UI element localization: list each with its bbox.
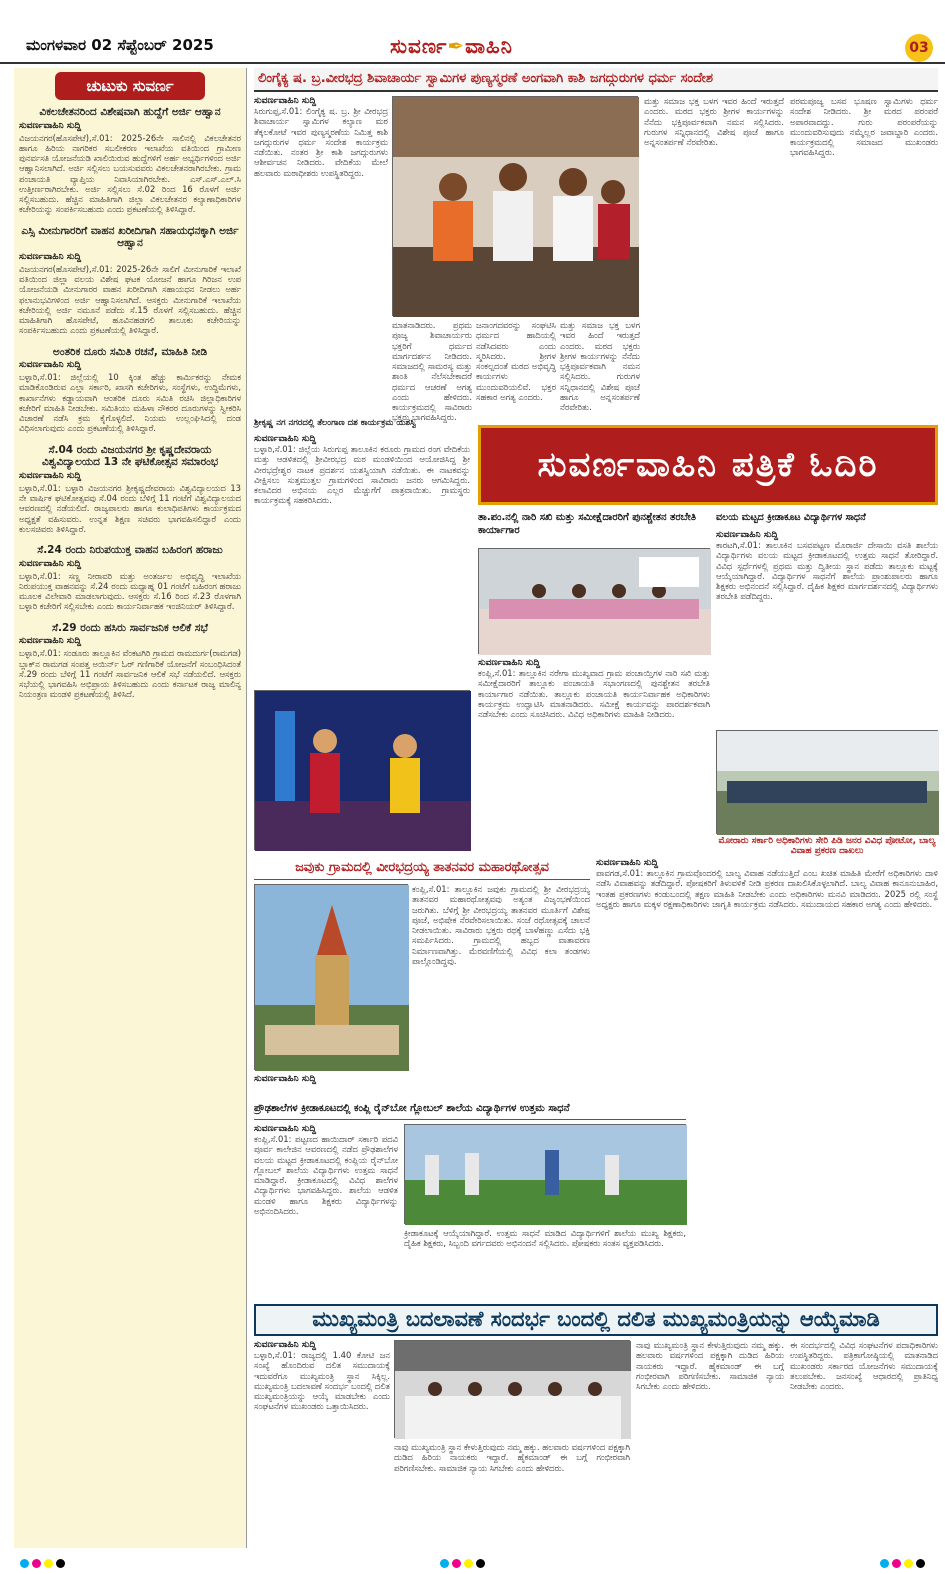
festival-story: [412, 884, 590, 1096]
cm-story-banner: ಮುಖ್ಯಮಂತ್ರಿ ಬದಲಾವಣೆ ಸಂದರ್ಭ ಬಂದಲ್ಲಿ ದಲಿತ ಮುಖ್ಯಮಂತ್ರಿಯನ್ನು ಆಯ್ಕೆಮಾಡಿ: [254, 1304, 938, 1336]
top-story-col1: [254, 96, 388, 412]
cm-story-col1: [254, 1340, 390, 1548]
pen-nib-icon: ✒: [447, 34, 466, 58]
brief-text: ವಿಜಯನಗರ(ಹೊಸಪೇಟೆ),ಸೆ.01: 2025-26ನೇ ಸಾಲಿನಲ್ಲಿ ವಿಕಲಚೇತನರ ಹಾಗೂ ಹಿರಿಯ ನಾಗರಿಕರ ಸಬಲೀಕರಣ ಇಲಾಖೆಯ ವತಿಯಿಂದ ಗ್ರಾಮೀಣ ಪುನರ್ವಸತಿ ಯೋಜನೆಯಡಿ ಖಾಲಿಯಿರುವ ಹುದ್ದೆಗಳಿಗೆ ಅರ್ಹ ಅಭ್ಯರ್ಥಿಗಳಿಂದ ಅರ್ಜಿ ಆಹ್ವಾನಿಸಲಾಗಿದೆ. ಅರ್ಜಿ ಸಲ್ಲಿಸಲು ಬಯಸುವವರು ವಿಕಲಚೇತನರಾಗಿರಬೇಕು. ಗ್ರಾಮ ಪಂಚಾಯತಿ ವ್ಯಾಪ್ತಿಯ ನಿವಾಸಿಯಾಗಿರಬೇಕು. ಎಸ್.ಎಸ್.ಎಲ್.ಸಿ ಉತ್ತೀರ್ಣರಾಗಿರಬೇಕು. ಅರ್ಜಿ ಸಲ್ಲಿಸಲು ಸೆ.02 ರಿಂದ 16 ರೊಳಗೆ ಅರ್ಜಿ ಸಲ್ಲಿಸಬಹುದು. ಹೆಚ್ಚಿನ ಮಾಹಿತಿಗಾಗಿ ಜಿಲ್ಲಾ ವಿಕಲಚೇತನರ ಕಲ್ಯಾಣಾಧಿಕಾರಿಗಳ ಕಚೇರಿಯನ್ನು ಸಂಪರ್ಕಿಸಬಹುದು ಎಂದು ಪ್ರಕಟಣೆಯಲ್ಲಿ ತಿಳಿಸಿದ್ದಾರೆ.: [19, 132, 241, 215]
top-story-col4: [560, 320, 640, 412]
top-story-text: ಸಿರುಗುಪ್ಪ,ಸೆ.01: ಲಿಂಗೈಕ್ಯ ಷ. ಬ್ರ. ಶ್ರೀ ವೀರಭದ್ರ ಶಿವಾಚಾರ್ಯ ಸ್ವಾಮಿಗಳ ಕಲ್ಯಾಣ ಮಠ ತೆಕ್ಕಲಕೋಟೆ ಇವರ ಪುಣ್ಯಸ್ಮರಣೆಯ ನಿಮಿತ್ತ ಕಾಶಿ ಜಗದ್ಗುರುಗಳ ಧರ್ಮ ಸಂದೇಶ ಕಾರ್ಯಕ್ರಮ ನಡೆಯಿತು. ನಂತರ ಶ್ರೀ ಕಾಶಿ ಜಗದ್ಗುರುಗಳು ಆಶೀರ್ವಚನ ನೀಡಿದರು. ವೇದಿಕೆಯ ಮೇಲೆ ಹಲವಾರು ಮಠಾಧೀಶರು ಉಪಸ್ಥಿತರಿದ್ದರು.: [254, 106, 388, 178]
brief-byline: ಸುವರ್ಣವಾಹಿನಿ ಸುದ್ದಿ: [19, 120, 82, 131]
black-mark-icon: [476, 1559, 485, 1568]
school-sports-headline: ಪ್ರೌಢಶಾಲೆಗಳ ಕ್ರೀಡಾಕೂಟದಲ್ಲಿ ಕಂಪ್ಲಿ ರೈನ್‌ಬೋ ಗ್ಲೋಬಲ್ ಶಾಲೆಯ ವಿದ್ಯಾರ್ಥಿಗಳ ಉತ್ತಮ ಸಾಧನೆ: [254, 1103, 570, 1114]
festival-text: ಕಂಪ್ಲಿ,ಸೆ.01: ತಾಲ್ಲೂಕಿನ ಜವುಕು ಗ್ರಾಮದಲ್ಲಿ ಶ್ರೀ ವೀರಭದ್ರಯ್ಯ ತಾತನವರ ಮಹಾರಥೋತ್ಸವವು ಅತ್ಯಂತ ವಿಜೃಂಭಣೆಯಿಂದ ಜರುಗಿತು. ಬೆಳಿಗ್ಗೆ ಶ್ರೀ ವೀರಭದ್ರಯ್ಯ ತಾತನವರ ಮೂರ್ತಿಗೆ ವಿಶೇಷ ಪೂಜೆ, ಅಭಿಷೇಕ ನೆರವೇರಿಸಲಾಯಿತು. ಸಂಜೆ ರಥೋತ್ಸವಕ್ಕೆ ಚಾಲನೆ ನೀಡಲಾಯಿತು. ಸಾವಿರಾರು ಭಕ್ತರು ರಥಕ್ಕೆ ಬಾಳೆಹಣ್ಣು ಎಸೆದು ಭಕ್ತಿ ಸಮರ್ಪಿಸಿದರು. ಗ್ರಾಮದಲ್ಲಿ ಹಬ್ಬದ ವಾತಾವರಣ ನಿರ್ಮಾಣವಾಗಿತ್ತು. ಮೆರವಣಿಗೆಯಲ್ಲಿ ವಿವಿಧ ಕಲಾ ತಂಡಗಳು ಪಾಲ್ಗೊಂಡಿದ್ದವು.: [412, 884, 590, 966]
brief-item: [14, 225, 246, 342]
workshop-photo: [479, 549, 711, 655]
drama-byline: ಸುವರ್ಣವಾಹಿನಿ ಸುದ್ದಿ: [254, 434, 317, 444]
top-story-photo: [392, 96, 638, 316]
print-registration-marks-left: [20, 1559, 68, 1568]
cyan-mark-icon: [20, 1559, 29, 1568]
sports-side-caption: ಮೋರಾರು ಸರ್ಕಾರಿ ಅಧಿಕಾರಿಗಳು ಸೇರಿ ಪಿಡಿ ಜನರ ವಿವಿಧ ಪೋಟೋ, ಬಾಲ್ಯ ವಿವಾಹ ಪ್ರಕರಣ ದಾಖಲು: [718, 836, 936, 857]
cm-story-byline: ಸುವರ್ಣವಾಹಿನಿ ಸುದ್ದಿ: [254, 1340, 317, 1350]
sports-side-text: ಕಾರಟಗಿ,ಸೆ.01: ತಾಲೂಕಿನ ಬಸವಪಟ್ಟಣ ಮೊರಾರ್ಜಿ ದೇಸಾಯಿ ವಸತಿ ಶಾಲೆಯ ವಿದ್ಯಾರ್ಥಿಗಳು ವಲಯ ಮಟ್ಟದ ಕ್ರೀಡಾಕೂಟದಲ್ಲಿ ಉತ್ತಮ ಸಾಧನೆ ತೋರಿದ್ದಾರೆ. ವಿವಿಧ ಸ್ಪರ್ಧೆಗಳಲ್ಲಿ ಪ್ರಥಮ ಮತ್ತು ದ್ವಿತೀಯ ಸ್ಥಾನ ಪಡೆದು ತಾಲ್ಲೂಕು ಮಟ್ಟಕ್ಕೆ ಆಯ್ಕೆಯಾಗಿದ್ದಾರೆ. ವಿದ್ಯಾರ್ಥಿಗಳ ಸಾಧನೆಗೆ ಶಾಲೆಯ ಪ್ರಾಂಶುಪಾಲರು ಹಾಗೂ ಶಿಕ್ಷಕರು ಅಭಿನಂದನೆ ಸಲ್ಲಿಸಿದ್ದಾರೆ. ದೈಹಿಕ ಶಿಕ್ಷಕರ ಮಾರ್ಗದರ್ಶನದಲ್ಲಿ ವಿದ್ಯಾರ್ಥಿಗಳು ತರಬೇತಿ ಪಡೆದಿದ್ದರು.: [716, 540, 938, 602]
sports-side-byline: ಸುವರ್ಣವಾಹಿನಿ ಸುದ್ದಿ: [716, 530, 779, 540]
drama-story: [254, 434, 470, 686]
left-column-briefs: [14, 68, 247, 1548]
page-number: 03: [905, 34, 933, 62]
top-story-col5: [644, 96, 784, 412]
child-marriage-story: [596, 858, 938, 1098]
sports-side-headline: ವಲಯ ಮಟ್ಟದ ಕ್ರೀಡಾಕೂಟ ವಿದ್ಯಾರ್ಥಿಗಳ ಸಾಧನೆ: [716, 512, 866, 523]
issue-date: ಮಂಗಳವಾರ 02 ಸೆಪ್ಟೆಂಬರ್ 2025: [26, 36, 214, 54]
training-headline: ತಾ.ಪಂ.ನಲ್ಲಿ ನಾರಿ ಸಖಿ ಮತ್ತು ಸಮೀಕ್ಷೆದಾರರಿಗೆ ಪುನಶ್ಚೇತನ ತರಬೇತಿ ಕಾರ್ಯಾಗಾರ: [478, 512, 697, 536]
brief-text: ಬಳ್ಳಾರಿ,ಸೆ.01: ಸಂಡೂರು ತಾಲ್ಲೂಕಿನ ವೆಂಕಟಗಿರಿ ಗ್ರಾಮದ ರಾಮದುರ್ಗ(ರಾಮಗಡ) ಬ್ಲಾಕ್‌ನ ರಾಮಗಡ ಸಂಪತ್ತ ಅಯಿರ್ನ್ ಓರ್ ಗಣಿಗಾರಿಕೆ ಯೋಜನೆಗೆ ಸಂಬಂಧಿಸಿದಂತೆ ಸೆ.29 ರಂದು ಬೆಳಿಗ್ಗೆ 11 ಗಂಟೆಗೆ ಸಾರ್ವಜನಿಕ ಆಲಿಕೆ ಸಭೆ ನಡೆಯಲಿದೆ. ಆಸಕ್ತರು ಸಭೆಯಲ್ಲಿ ಭಾಗವಹಿಸಿ ಅಭಿಪ್ರಾಯ ತಿಳಿಸಬಹುದು ಎಂದು ಕರ್ನಾಟಕ ರಾಜ್ಯ ಮಾಲಿನ್ಯ ನಿಯಂತ್ರಣ ಮಂಡಳಿ ಪ್ರಕಟಣೆಯಲ್ಲಿ ತಿಳಿಸಿದೆ.: [19, 648, 241, 700]
festival-byline-box: [254, 1074, 408, 1092]
top-story-byline: ಸುವರ್ಣವಾಹಿನಿ ಸುದ್ದಿ: [254, 96, 317, 106]
brief-headline: ಸೆ.04 ರಂದು ವಿಜಯನಗರ ಶ್ರೀ ಕೃಷ್ಣದೇವರಾಯ ವಿಶ್ವವಿದ್ಯಾಲಯದ 13 ನೇ ಘಟಿಕೋತ್ಸವ ಸಮಾರಂಭ: [41, 443, 219, 469]
top-story-text: ಮತ್ತು ಸಮಾಜ ಭಕ್ತ ಬಳಗ ಇವರ ಹಿಂದೆ ಇರುತ್ತದೆ ಎಂದರು. ಮಠದ ಭಕ್ತರು ಶ್ರೀಗಳ ಕಾರ್ಯಗಳನ್ನು ನೆನೆದು ಭಕ್ತಿಪೂರ್ವಕವಾಗಿ ನಮನ ಸಲ್ಲಿಸಿದರು. ಗುರುಗಳ ಸನ್ನಿಧಾನದಲ್ಲಿ ವಿಶೇಷ ಪೂಜೆ ಹಾಗೂ ಅನ್ನಸಂತರ್ಪಣೆ ನೆರವೇರಿತು.: [560, 320, 640, 412]
brief-text: ಬಳ್ಳಾರಿ,ಸೆ.01: ಜಿಲ್ಲೆಯಲ್ಲಿ 10 ಕ್ಕಿಂತ ಹೆಚ್ಚು ಕಾರ್ಮಿಕರನ್ನು ನೇಮಕ ಮಾಡಿಕೊಂಡಿರುವ ಎಲ್ಲಾ ಸರ್ಕಾರಿ, ಖಾಸಗಿ ಕಚೇರಿಗಳು, ಸಂಸ್ಥೆಗಳು, ಉದ್ದಿಮೆಗಳು, ಕಾರ್ಖಾನೆಗಳು ಕಡ್ಡಾಯವಾಗಿ ಆಂತರಿಕ ದೂರು ಸಮಿತಿ ರಚಿಸಿ ಜಿಲ್ಲಾಧಿಕಾರಿಗಳ ಕಚೇರಿಗೆ ಮಾಹಿತಿ ನೀಡಬೇಕು. ಸಮಿತಿಯು ಮಹಿಳಾ ನೌಕರರ ದೂರುಗಳನ್ನು ಸ್ವೀಕರಿಸಿ ವಿಚಾರಣೆ ನಡೆಸಿ ಕ್ರಮ ಕೈಗೊಳ್ಳಲಿದೆ. ನಿಯಮ ಉಲ್ಲಂಘಿಸಿದಲ್ಲಿ ದಂಡ ವಿಧಿಸಲಾಗುವುದು ಎಂದು ಪ್ರಕಟಣೆಯಲ್ಲಿ ತಿಳಿಸಿದ್ದಾರೆ.: [19, 372, 241, 434]
training-headline-box: [478, 512, 710, 542]
brief-byline: ಸುವರ್ಣವಾಹಿನಿ ಸುದ್ದಿ: [19, 251, 82, 262]
brief-text: ಬಳ್ಳಾರಿ,ಸೆ.01: ಬಳ್ಳಾರಿ ವಿಜಯನಗರ ಶ್ರೀಕೃಷ್ಣದೇವರಾಯ ವಿಶ್ವವಿದ್ಯಾಲಯದ 13 ನೇ ವಾರ್ಷಿಕ ಘಟಿಕೋತ್ಸವವು ಸೆ.04 ರಂದು ಬೆಳಿಗ್ಗೆ 11 ಗಂಟೆಗೆ ವಿಶ್ವವಿದ್ಯಾಲಯದ ಆವರಣದಲ್ಲಿ ನಡೆಯಲಿದೆ. ರಾಜ್ಯಪಾಲರು ಹಾಗೂ ಕುಲಾಧಿಪತಿಗಳು ಕಾರ್ಯಕ್ರಮದ ಅಧ್ಯಕ್ಷತೆ ವಹಿಸುವರು. ಉನ್ನತ ಶಿಕ್ಷಣ ಸಚಿವರು ಭಾಗವಹಿಸಲಿದ್ದಾರೆ ಎಂದು ಕುಲಸಚಿವರು ತಿಳಿಸಿದ್ದಾರೆ.: [19, 482, 241, 534]
logo-text-left: ಸುವರ್ಣ: [390, 34, 448, 58]
brief-headline: ಅಂತರಿಕ ದೂರು ಸಮಿತಿ ರಚನೆ, ಮಾಹಿತಿ ನೀಡಿ: [52, 345, 208, 358]
yellow-mark-icon: [44, 1559, 53, 1568]
drama-photo: [254, 690, 470, 850]
cm-story-text: ನಾವು ಮುಖ್ಯಮಂತ್ರಿ ಸ್ಥಾನ ಕೇಳುತ್ತಿರುವುದು ನಮ್ಮ ಹಕ್ಕು. ಹಲವಾರು ವರ್ಷಗಳಿಂದ ಪಕ್ಷಕ್ಕಾಗಿ ದುಡಿದ ಹಿರಿಯ ನಾಯಕರು ಇದ್ದಾರೆ. ಹೈಕಮಾಂಡ್ ಈ ಬಗ್ಗೆ ಗಂಭೀರವಾಗಿ ಪರಿಗಣಿಸಬೇಕು. ಸಾಮಾಜಿಕ ನ್ಯಾಯ ಸಿಗಬೇಕು ಎಂದು ಹೇಳಿದರು.: [394, 1442, 630, 1473]
brief-text: ವಿಜಯನಗರ(ಹೊಸಪೇಟೆ),ಸೆ.01: 2025-26ನೇ ಸಾಲಿಗೆ ಮೀನುಗಾರಿಕೆ ಇಲಾಖೆ ವತಿಯಿಂದ ಜಿಲ್ಲಾ ವಲಯ ವಿಶೇಷ ಘಟಕ ಯೋಜನೆ ಹಾಗೂ ಗಿರಿಜನ ಉಪ ಯೋಜನೆಯಡಿ ಮೀನುಗಾರರ ವಾಹನ ಖರೀದಿಗಾಗಿ ಸಹಾಯಧನ ನೀಡಲು ಅರ್ಹ ಫಲಾನುಭವಿಗಳಿಂದ ಅರ್ಜಿ ಆಹ್ವಾನಿಸಲಾಗಿದೆ. ಆಸಕ್ತರು ಮೀನುಗಾರಿಕೆ ಇಲಾಖೆಯ ಕಚೇರಿಯಲ್ಲಿ ಅರ್ಜಿ ನಮೂನೆ ಪಡೆದು ಸೆ.15 ರೊಳಗೆ ಸಲ್ಲಿಸಬಹುದು. ಹೆಚ್ಚಿನ ಮಾಹಿತಿಗಾಗಿ ಹೊಸಪೇಟೆ, ಹೂವಿನಹಡಗಲಿ ತಾಲೂಕು ಕಚೇರಿಯನ್ನು ಸಂಪರ್ಕಿಸಬಹುದು ಎಂದು ಪ್ರಕಟಣೆಯಲ್ಲಿ ತಿಳಿಸಿದ್ದಾರೆ.: [19, 263, 241, 336]
black-mark-icon: [916, 1559, 925, 1568]
child-marriage-text: ಪಾವಗಡ,ಸೆ.01: ತಾಲ್ಲೂಕಿನ ಗ್ರಾಮವೊಂದರಲ್ಲಿ ಬಾಲ್ಯ ವಿವಾಹ ನಡೆಯುತ್ತಿದೆ ಎಂಬ ಖಚಿತ ಮಾಹಿತಿ ಮೇರೆಗೆ ಅಧಿಕಾರಿಗಳು ದಾಳಿ ನಡೆಸಿ ವಿವಾಹವನ್ನು ತಡೆದಿದ್ದಾರೆ. ಪೋಷಕರಿಗೆ ತಿಳುವಳಿಕೆ ನೀಡಿ ಪ್ರಕರಣ ದಾಖಲಿಸಿಕೊಳ್ಳಲಾಗಿದೆ. ಬಾಲ್ಯ ವಿವಾಹ ಕಾನೂನುಬಾಹಿರ, ಇಂತಹ ಪ್ರಕರಣಗಳು ಕಂಡುಬಂದಲ್ಲಿ ತಕ್ಷಣ ಮಾಹಿತಿ ನೀಡಬೇಕು ಎಂದು ಅಧಿಕಾರಿಗಳು ಮನವಿ ಮಾಡಿದರು. 2025 ರಲ್ಲಿ ಸಂಸ್ಥೆ ಅಧ್ಯಕ್ಷರು ಹಾಗೂ ಮಕ್ಕಳ ರಕ್ಷಣಾಧಿಕಾರಿಗಳು ಜಾಗೃತಿ ಕಾರ್ಯಕ್ರಮ ನಡೆಸಿದರು. ಸಮುದಾಯದ ಸಹಕಾರ ಅಗತ್ಯ ಎಂದು ಹೇಳಿದರು.: [596, 868, 938, 909]
paper-logo: [390, 34, 513, 58]
brief-item: [14, 622, 246, 706]
brief-headline: ಸೆ.24 ರಂದು ನಿರುಪಯುಕ್ತ ವಾಹನ ಬಹಿರಂಗ ಹರಾಜು: [37, 544, 223, 557]
print-registration-marks-center: [440, 1559, 488, 1568]
brief-item: [14, 444, 246, 540]
cm-story-col2: [394, 1442, 630, 1548]
sports-side-photo: [716, 730, 938, 834]
brief-byline: ಸುವರ್ಣವಾಹಿನಿ ಸುದ್ದಿ: [19, 470, 82, 481]
school-sports-story2: [404, 1228, 686, 1298]
cm-story-text: ಬಳ್ಳಾರಿ,ಸೆ.01: ರಾಜ್ಯದಲ್ಲಿ 1.40 ಕೋಟಿ ಜನ ಸಂಖ್ಯೆ ಹೊಂದಿರುವ ದಲಿತ ಸಮುದಾಯಕ್ಕೆ ಇದುವರೆಗೂ ಮುಖ್ಯಮಂತ್ರಿ ಸ್ಥಾನ ಸಿಕ್ಕಿಲ್ಲ. ಮುಖ್ಯಮಂತ್ರಿ ಬದಲಾವಣೆ ಸಂದರ್ಭ ಬಂದಲ್ಲಿ ದಲಿತ ಮುಖ್ಯಮಂತ್ರಿಯನ್ನು ಆಯ್ಕೆ ಮಾಡಬೇಕು ಎಂದು ಸಂಘಟನೆಗಳ ಮುಖಂಡರು ಒತ್ತಾಯಿಸಿದರು.: [254, 1350, 390, 1412]
top-story-text: ಜನಾಂಗದವರನ್ನು ಸಂಘಟಿಸಿ ಧರ್ಮದ ಹಾದಿಯಲ್ಲಿ ನಡೆಸಿದವರು ಎಂದು ಸ್ಮರಿಸಿದರು. ಶ್ರೀಗಳ ಸಂಕಲ್ಪದಂತೆ ಮಠದ ಅಭಿವೃದ್ಧಿ ಕಾರ್ಯಗಳು ಮುಂದುವರಿಯಲಿವೆ. ಭಕ್ತರ ಸಹಕಾರ ಅಗತ್ಯ ಎಂದರು.: [476, 320, 556, 402]
brief-text: ಬಳ್ಳಾರಿ,ಸೆ.01: ಸಣ್ಣ ನೀರಾವರಿ ಮತ್ತು ಅಂತರ್ಜಲ ಅಭಿವೃದ್ಧಿ ಇಲಾಖೆಯ ನಿರುಪಯುಕ್ತ ವಾಹನವನ್ನು ಸೆ.24 ರಂದು ಮಧ್ಯಾಹ್ನ 01 ಗಂಟೆಗೆ ಬಹಿರಂಗ ಹರಾಜು ಮೂಲಕ ವಿಲೇವಾರಿ ಮಾಡಲಾಗುವುದು. ಆಸಕ್ತರು ಸೆ.16 ರಿಂದ ಸೆ.23 ರೊಳಗಾಗಿ ಬಳ್ಳಾರಿ ಕಚೇರಿಗೆ ಸಲ್ಲಿಸಬೇಕು ಎಂದು ಕಾರ್ಯನಿರ್ವಾಹಕ ಇಂಜಿನಿಯರ್ ತಿಳಿಸಿದ್ದಾರೆ.: [19, 570, 241, 612]
masthead: [0, 0, 945, 64]
yellow-mark-icon: [904, 1559, 913, 1568]
magenta-mark-icon: [452, 1559, 461, 1568]
training-byline: ಸುವರ್ಣವಾಹಿನಿ ಸುದ್ದಿ: [478, 658, 541, 668]
sports-ground-photo: [405, 1125, 687, 1225]
top-story-text: ಪರಮಪೂಜ್ಯ ಬಸವ ಭೂಷಣ ಸ್ವಾಮಿಗಳು ಧರ್ಮ ಸಂದೇಶ ನೀಡಿದರು. ಶ್ರೀ ಮಠದ ಪರಂಪರೆ ಅಪಾರವಾದದ್ದು. ಗುರು ಪರಂಪರೆಯನ್ನು ಮುಂದುವರಿಸುವುದು ನಮ್ಮೆಲ್ಲರ ಜವಾಬ್ದಾರಿ ಎಂದರು. ಕಾರ್ಯಕ್ರಮದಲ್ಲಿ ಸಮಾಜದ ಮುಖಂಡರು ಭಾಗವಹಿಸಿದ್ದರು.: [790, 96, 938, 158]
read-paper-banner: ಸುವರ್ಣವಾಹಿನಿ ಪತ್ರಿಕೆ ಓದಿರಿ: [478, 425, 938, 505]
school-sports-byline: ಸುವರ್ಣವಾಹಿನಿ ಸುದ್ದಿ: [254, 1124, 317, 1134]
brief-byline: ಸುವರ್ಣವಾಹಿನಿ ಸುದ್ದಿ: [19, 636, 82, 647]
top-story-col6: [790, 96, 938, 412]
press-meet-photo: [395, 1341, 631, 1439]
cm-story-col4: [790, 1340, 938, 1548]
brief-headline: ಎಸ್ಸಿ ಮೀನುಗಾರರಿಗೆ ವಾಹನ ಖರೀದಿಗಾಗಿ ಸಹಾಯಧನಕ್ಕಾಗಿ ಅರ್ಜಿ ಆಹ್ವಾನ: [21, 224, 239, 250]
school-sports-story: [254, 1124, 398, 1298]
black-mark-icon: [56, 1559, 65, 1568]
chariot-festival-photo: [255, 885, 409, 1071]
brief-byline: ಸುವರ್ಣವಾಹಿನಿ ಸುದ್ದಿ: [19, 360, 82, 371]
cm-story-text: ನಾವು ಮುಖ್ಯಮಂತ್ರಿ ಸ್ಥಾನ ಕೇಳುತ್ತಿರುವುದು ನಮ್ಮ ಹಕ್ಕು. ಹಲವಾರು ವರ್ಷಗಳಿಂದ ಪಕ್ಷಕ್ಕಾಗಿ ದುಡಿದ ಹಿರಿಯ ನಾಯಕರು ಇದ್ದಾರೆ. ಹೈಕಮಾಂಡ್ ಈ ಬಗ್ಗೆ ಗಂಭೀರವಾಗಿ ಪರಿಗಣಿಸಬೇಕು. ಸಾಮಾಜಿಕ ನ್ಯಾಯ ಸಿಗಬೇಕು ಎಂದು ಹೇಳಿದರು.: [636, 1340, 784, 1391]
training-story: [478, 658, 710, 850]
sports-side-story: [716, 530, 938, 726]
print-registration-marks-right: [880, 1559, 928, 1568]
top-story-col3: [476, 320, 556, 412]
training-photo: [478, 548, 710, 654]
logo-text-right: ವಾಹಿನಿ: [465, 34, 513, 58]
child-marriage-byline: ಸುವರ್ಣವಾಹಿನಿ ಸುದ್ದಿ: [596, 858, 659, 868]
magenta-mark-icon: [892, 1559, 901, 1568]
school-sports-photo: [404, 1124, 686, 1224]
cyan-mark-icon: [880, 1559, 889, 1568]
top-story-text: ಮಾತನಾಡಿದರು. ಪ್ರಥಮ ಪೂಜ್ಯ ಶಿವಾಚಾರ್ಯರು ಭಕ್ತರಿಗೆ ಧರ್ಮದ ಮಾರ್ಗದರ್ಶನ ನೀಡಿದರು. ಸಮಾಜದಲ್ಲಿ ಸಾಮರಸ್ಯ ಮತ್ತು ಶಾಂತಿ ನೆಲೆಸಬೇಕಾದರೆ ಧರ್ಮದ ಆಚರಣೆ ಅಗತ್ಯ ಎಂದು ಹೇಳಿದರು. ಕಾರ್ಯಕ್ರಮದಲ್ಲಿ ಸಾವಿರಾರು ಭಕ್ತರು ಭಾಗವಹಿಸಿದ್ದರು.: [392, 320, 472, 423]
top-story-col2: [392, 320, 472, 423]
magenta-mark-icon: [32, 1559, 41, 1568]
brief-headline: ಸೆ.29 ರಂದು ಹಸಿರು ಸಾರ್ವಜನಿಕ ಆಲಿಕೆ ಸಭೆ: [52, 621, 208, 634]
brief-item: [14, 346, 246, 440]
training-text: ಕಂಪ್ಲಿ,ಸೆ.01: ತಾಲ್ಲೂಕಿನ ನರೇಗಾ ಮುಖ್ಯವಾದ ಗ್ರಾಮ ಪಂಚಾಯ್ತಿಗಳ ನಾರಿ ಸಖಿ ಮತ್ತು ಸಮೀಕ್ಷೆದಾರರಿಗೆ ತಾಲ್ಲೂಕು ಪಂಚಾಯತಿ ಸಭಾಂಗಣದಲ್ಲಿ ಪುನಶ್ಚೇತನ ತರಬೇತಿ ಕಾರ್ಯಾಗಾರ ನಡೆಯಿತು. ತಾಲ್ಲೂಕು ಪಂಚಾಯತಿ ಕಾರ್ಯನಿರ್ವಾಹಕ ಅಧಿಕಾರಿಗಳು ಕಾರ್ಯಕ್ರಮ ಉದ್ಘಾಟಿಸಿ ಮಾತನಾಡಿದರು. ಸಮೀಕ್ಷೆ ಕಾರ್ಯವನ್ನು ಪಾರದರ್ಶಕವಾಗಿ ನಡೆಸಬೇಕು ಎಂದು ಸೂಚಿಸಿದರು. ವಿವಿಧ ಅಧಿಕಾರಿಗಳು ಮಾಹಿತಿ ನೀಡಿದರು.: [478, 668, 710, 719]
stage-drama-photo: [255, 691, 471, 851]
school-sports-headline-box: [254, 1100, 686, 1120]
festival-headline: ಜವುಕು ಗ್ರಾಮದಲ್ಲಿ ವೀರಭದ್ರಯ್ಯ ತಾತನವರ ಮಹಾರಥೋತ್ಸವ: [295, 860, 549, 875]
cyan-mark-icon: [440, 1559, 449, 1568]
yellow-mark-icon: [464, 1559, 473, 1568]
top-story-text: ಮತ್ತು ಸಮಾಜ ಭಕ್ತ ಬಳಗ ಇವರ ಹಿಂದೆ ಇರುತ್ತದೆ ಎಂದರು. ಮಠದ ಭಕ್ತರು ಶ್ರೀಗಳ ಕಾರ್ಯಗಳನ್ನು ನೆನೆದು ಭಕ್ತಿಪೂರ್ವಕವಾಗಿ ನಮನ ಸಲ್ಲಿಸಿದರು. ಗುರುಗಳ ಸನ್ನಿಧಾನದಲ್ಲಿ ವಿಶೇಷ ಪೂಜೆ ಹಾಗೂ ಅನ್ನಸಂತರ್ಪಣೆ ನೆರವೇರಿತು.: [644, 96, 784, 147]
drama-text: ಬಳ್ಳಾರಿ,ಸೆ.01: ಜಿಲ್ಲೆಯ ಸಿರುಗುಪ್ಪ ತಾಲೂಕಿನ ಕರೂರು ಗ್ರಾಮದ ರಂಗ ವೇದಿಕೆಯ ಮತ್ತು ಆಡಳಿತದಲ್ಲಿ ಶ್ರೀವೀರಭದ್ರ ಮಠ ಮಂಡಳಿಯಿಂದ ಆಯೋಜಿಸಿದ್ದ ಶ್ರೀ ವೀರಭದ್ರೇಶ್ವರ ನಾಟಕ ಪ್ರದರ್ಶನ ಯಶಸ್ವಿಯಾಗಿ ನಡೆಯಿತು. ಈ ನಾಟಕವನ್ನು ವೀಕ್ಷಿಸಲು ಸುತ್ತಮುತ್ತಲ ಗ್ರಾಮಗಳಿಂದ ಸಾವಿರಾರು ಜನರು ಆಗಮಿಸಿದ್ದರು. ಕಲಾವಿದರ ಅಭಿನಯ ಎಲ್ಲರ ಮೆಚ್ಚುಗೆಗೆ ಪಾತ್ರವಾಯಿತು. ಗ್ರಾಮಸ್ಥರು ಕಾರ್ಯಕ್ರಮಕ್ಕೆ ಸಹಕರಿಸಿದರು.: [254, 444, 470, 506]
students-group-photo: [717, 731, 939, 835]
cm-story-photo: [394, 1340, 630, 1438]
brief-byline: ಸುವರ್ಣವಾಹಿನಿ ಸುದ್ದಿ: [19, 558, 82, 569]
school-sports-text2: ಕ್ರೀಡಾಕೂಟಕ್ಕೆ ಆಯ್ಕೆಯಾಗಿದ್ದಾರೆ. ಉತ್ತಮ ಸಾಧನೆ ಮಾಡಿದ ವಿದ್ಯಾರ್ಥಿಗಳಿಗೆ ಶಾಲೆಯ ಮುಖ್ಯ ಶಿಕ್ಷಕರು, ದೈಹಿಕ ಶಿಕ್ಷಕರು, ಸಿಬ್ಬಂದಿ ವರ್ಗದವರು ಅಭಿನಂದನೆ ಸಲ್ಲಿಸಿದರು. ಪೋಷಕರು ಸಂತಸ ವ್ಯಕ್ತಪಡಿಸಿದರು.: [404, 1228, 686, 1249]
brief-headline: ವಿಕಲಚೇತನರಿಂದ ವಿಶೇಷವಾಗಿ ಹುದ್ದೆಗೆ ಅರ್ಜಿ ಆಹ್ವಾನ: [39, 106, 221, 118]
cm-story-text: ಈ ಸಂದರ್ಭದಲ್ಲಿ ವಿವಿಧ ಸಂಘಟನೆಗಳ ಪದಾಧಿಕಾರಿಗಳು ಉಪಸ್ಥಿತರಿದ್ದರು. ಪತ್ರಿಕಾಗೋಷ್ಠಿಯಲ್ಲಿ ಮಾತನಾಡಿದ ಮುಖಂಡರು ಸರ್ಕಾರದ ಯೋಜನೆಗಳು ಸಮುದಾಯಕ್ಕೆ ತಲುಪಬೇಕು. ಜನಸಂಖ್ಯೆ ಆಧಾರದಲ್ಲಿ ಪ್ರಾತಿನಿಧ್ಯ ನೀಡಬೇಕು ಎಂದರು.: [790, 1340, 938, 1391]
briefs-header: ಚುಟುಕು ಸುವರ್ಣ: [55, 72, 205, 100]
religious-ceremony-photo: [393, 97, 639, 317]
brief-item: [14, 544, 246, 618]
cm-story-col3: [636, 1340, 784, 1548]
top-story-banner: [254, 68, 938, 92]
festival-photo: [254, 884, 408, 1070]
festival-headline-box: [254, 858, 590, 880]
drama-kicker: ಶ್ರೀಕೃಷ್ಣ ನಗ ನಗರದಲ್ಲಿ ತೆಲಂಗಾಣ ದಶ ಕಾರ್ಯಕ್ರಮ ಯಶಸ್ವಿ: [254, 418, 417, 428]
top-story-headline: ಲಿಂಗೈಕ್ಯ ಷ. ಬ್ರ.ವೀರಭದ್ರ ಶಿವಾಚಾರ್ಯ ಸ್ವಾಮಿಗಳ ಪುಣ್ಯಸ್ಮರಣೆ ಅಂಗವಾಗಿ ಕಾಶಿ ಜಗದ್ಗುರುಗಳ ಧರ್ಮ ಸಂದೇಶ: [258, 71, 713, 86]
school-sports-text: ಕಂಪ್ಲಿ,ಸೆ.01: ಪಟ್ಟಣದ ಹಾಯಿದಾರ್ ಸರ್ಕಾರಿ ಪದವಿ ಪೂರ್ವ ಕಾಲೇಜಿನ ಆವರಣದಲ್ಲಿ ನಡೆದ ಪ್ರೌಢಶಾಲೆಗಳ ವಲಯ ಮಟ್ಟದ ಕ್ರೀಡಾಕೂಟದಲ್ಲಿ ಕಂಪ್ಲಿಯ ರೈನ್‌ಬೋ ಗ್ಲೋಬಲ್ ಶಾಲೆಯ ವಿದ್ಯಾರ್ಥಿಗಳು ಉತ್ತಮ ಸಾಧನೆ ಮಾಡಿದ್ದಾರೆ. ಕ್ರೀಡಾಕೂಟದಲ್ಲಿ ವಿವಿಧ ಶಾಲೆಗಳ ವಿದ್ಯಾರ್ಥಿಗಳು ಭಾಗವಹಿಸಿದ್ದರು. ಶಾಲೆಯ ಆಡಳಿತ ಮಂಡಳಿ ಹಾಗೂ ಶಿಕ್ಷಕರು ವಿದ್ಯಾರ್ಥಿಗಳನ್ನು ಅಭಿನಂದಿಸಿದರು.: [254, 1134, 398, 1216]
brief-item: [14, 106, 246, 221]
sports-side-headline-box: [716, 512, 938, 532]
festival-byline: ಸುವರ್ಣವಾಹಿನಿ ಸುದ್ದಿ: [254, 1074, 317, 1084]
